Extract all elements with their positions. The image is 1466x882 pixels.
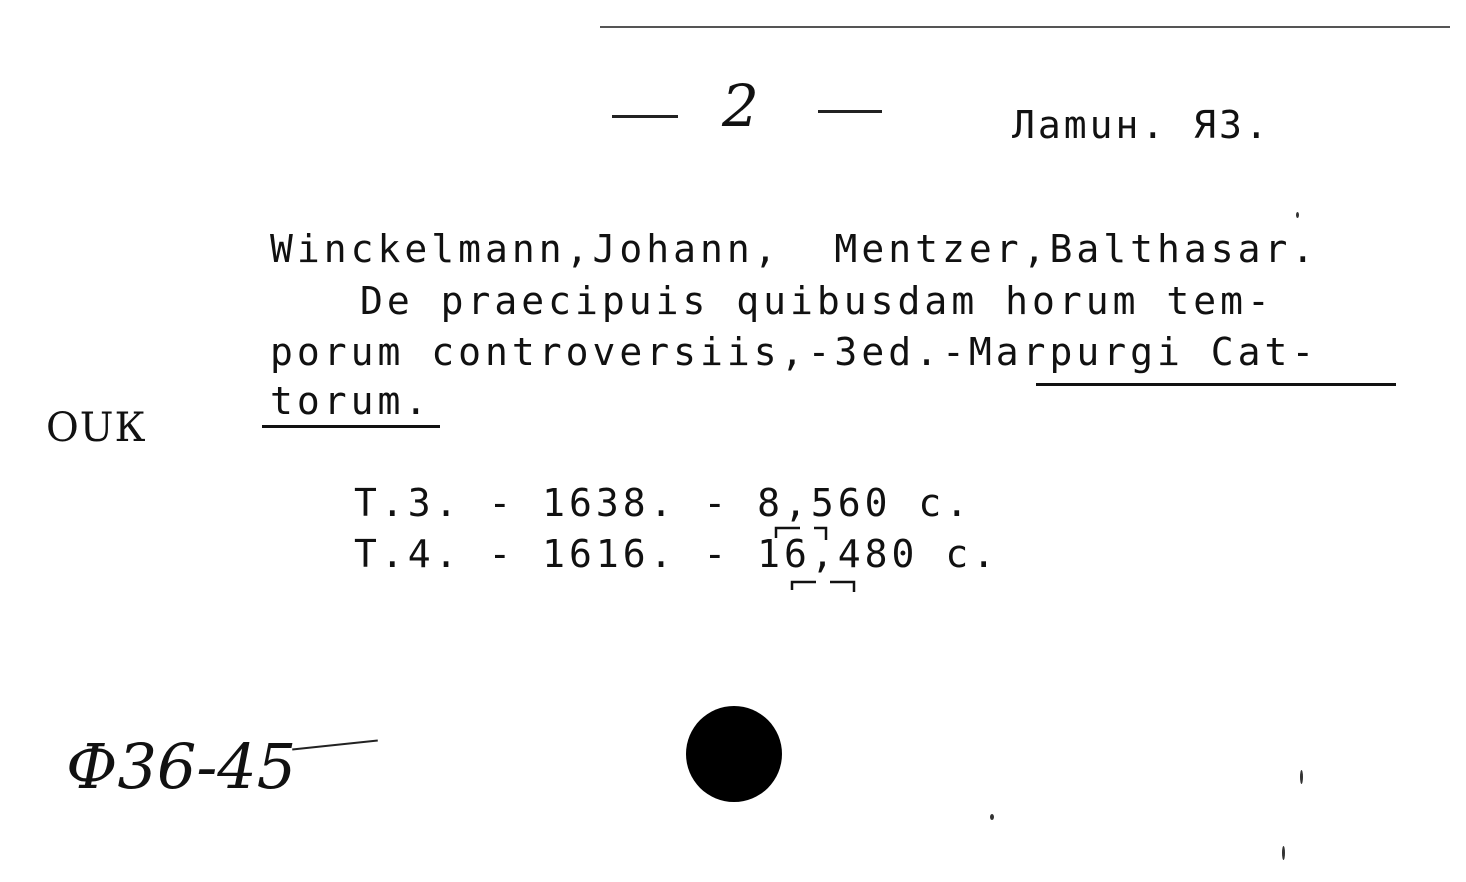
shelf-mark: Лаmuн. Я3. [1012,103,1271,147]
page-number: 2 [722,72,759,140]
title-line-2: porum controversiis,-3ed.-Marpurgi Cat- [270,330,1319,374]
margin-note: ОUК [46,405,147,451]
page-dash-right [818,110,882,113]
punch-hole [686,706,782,802]
speck [990,814,994,820]
underline-marpurgi [1036,383,1396,386]
title-line-1: De praecipuis quibusdam horum tem- [360,279,1274,323]
speck [1296,212,1299,218]
title-line-3: torum. [270,379,432,423]
volume-line-1: T.3. - 1638. - 8,560 c. [354,481,973,525]
page-dash-left [612,115,678,118]
author-heading: Winckelmann,Johann, Mentzer,Balthasar. [270,227,1319,271]
underline-torum [262,425,440,428]
volume-line-2: T.4. - 1616. - 16,480 c. [354,532,1000,576]
bracket-marks [770,510,870,600]
speck [1300,770,1303,784]
accession-stroke [292,740,378,751]
speck [1282,846,1285,860]
top-rule [600,26,1450,28]
accession-number: Ф36-45 [66,730,297,803]
